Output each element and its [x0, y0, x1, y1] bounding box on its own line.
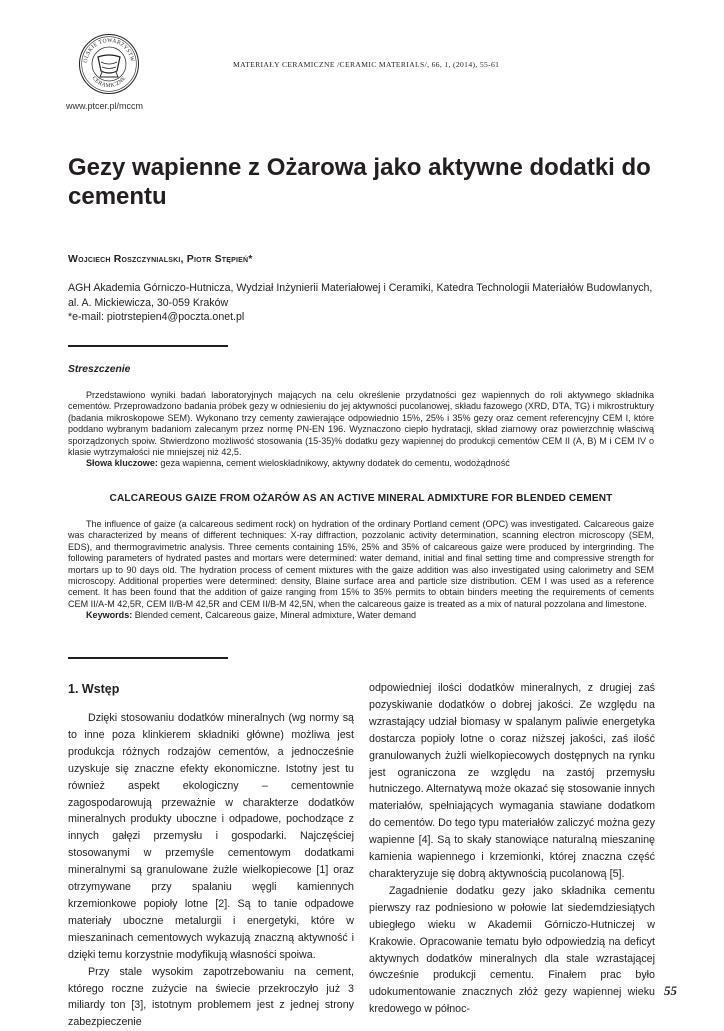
section-heading: 1. Wstęp — [68, 682, 120, 696]
society-seal-icon — [78, 33, 140, 95]
paragraph: Dzięki stosowaniu dodatków mineralnych (wg normy są to inne poza klinkierem składniki główne) możliwa jest produkcja różnych rodzajów cementów, a jednocześnie uzyskuje się znaczne efekty ekonomiczne. Istotny jest tu również aspekt ekologiczny – cementownie zagospodarowują przeważnie w charakterze dodatków mineralnych produkty uboczne i odpadowe, pochodzące z innych gałęzi przemysłu i gospodarki. Najczęściej stosowanymi w przemyśle cementowym dodatkami mineralnymi są granulowane żużle wielkopiecowe [1] oraz otrzymywane przy spalaniu węgli kamiennych krzemionkowe popioły lotne [2]. Są to tanie odpadowe materiały uboczne metalurgii i energetyki, które w mieszaninach cementowych wykazują znaczną aktywność i dzięki temu korzystnie modyfikują własności spoiwa. — [68, 712, 354, 961]
journal-header: MATERIAŁY CERAMICZNE /CERAMIC MATERIALS/, 66, 1, (2014), 55-61 — [233, 60, 500, 69]
section-divider — [68, 345, 228, 347]
keywords-en — [68, 610, 654, 621]
author-affiliation — [68, 281, 653, 325]
abstract-en-title: CALCAREOUS GAIZE FROM OŻARÓW AS AN ACTIVE MINERAL ADMIXTURE FOR BLENDED CEMENT — [109, 493, 613, 504]
abstract-pl — [68, 390, 654, 470]
body-column-right — [369, 680, 655, 1018]
article-authors: Wojciech Roszczynialski, Piotr Stępień* — [68, 253, 253, 265]
section-divider — [68, 657, 228, 659]
seal-text-bottom: CERAMICZNE — [90, 75, 128, 90]
journal-url[interactable]: www.ptcer.pl/mccm — [66, 101, 144, 111]
keywords-pl-label: Słowa kluczowe: — [86, 458, 158, 469]
author-email[interactable]: *e-mail: piotrstepien4@poczta.onet.pl — [68, 311, 245, 324]
keywords-en-label: Keywords: — [86, 610, 133, 621]
body-column-left — [68, 710, 354, 1031]
abstract-pl-heading: Streszczenie — [68, 364, 131, 375]
abstract-pl-text: Przedstawiono wyniki badań laboratoryjnych mających na celu określenie przydatności gez wapiennych do roli aktywnego składnika cementów. Przeprowadzono badania próbek gezy w odniesieniu do jej aktywności pucolanowej, składu fazowego (XRD, DTA, TG) i mikrostruktury (badania mikroskopowe SEM). Wykonano trzy cementy zawierające odpowiednio 15%, 25% i 35% gezy oraz cement referencyjny CEM I, które poddano wybranym badaniom zalecanym przez normę PN-EN 196. Wyznaczono ciepło hydratacji, skład ziarnowy oraz powierzchnię właściwą sporządzonych spoiw. Stwierdzono możliwość stosowania (15-35)% dodatku gezy wapiennej do produkcji cementów CEM II (A, B) M i CEM IV o klasie wytrzymałości nie mniejszej niż 42,5. — [68, 390, 654, 458]
paragraph: odpowiedniej ilości dodatków mineralnych, z drugiej zaś pozyskiwanie dodatków o dobrej jakości. Ze względu na wzrastający udział biomasy w spalanym paliwie energetyka dostarcza popioły lotne o coraz niższej jakości, zaś ilość granulowanych żużli wielkopiecowych dostępnych na rynku jest ograniczona ze względu na zastój przemysłu hutniczego. Alternatywą może okazać się stosowanie innych materiałów, spełniających wymagania stawiane dodatkom do cementów. Do tego typu materiałów zaliczyć można gezy wapienne [4]. Są to skały stanowiące naturalną mieszaninę kamienia wapiennego i krzemionki, której znaczna część charakteryzuje się dobrą aktywnością pucolanową [5]. — [369, 682, 655, 880]
paragraph: Zagadnienie dodatku gezy jako składnika cementu pierwszy raz podniesiono w połowie lat siedemdziesiątych ubiegłego wieku w Akademii Górniczo-Hutniczej w Krakowie. Opracowanie tematu było odpowiedzią na deficyt aktywnych dodatków mineralnych dla stale wzrastającej ówcześnie produkcji cementu. Finałem prac było udokumentowanie znacznych złóż gezy wapiennej wieku kredowego w północ- — [369, 884, 655, 1016]
abstract-en-text: The influence of gaize (a calcareous sediment rock) on hydration of the ordinary Portland cement (OPC) was investigated. Calcareous gaize was characterized by means of different techniques: X-ray diffraction, pozzolanic activity determination, scanning electron microscopy (SEM, EDS), and thermogravimetric analysis. Three cements containing 15%, 25% and 35% of calcareous gaize were produced by intergrinding. The following parameters of hydrated pastes and mortars were determined: water demand, initial and final setting time and compressive strength for mortars up to 90 days old. The hydration process of cement mixtures with the gaize addition was also investigated using calorimetry and SEM microscopy. Additional properties were determined: density, Blaine surface area and particle size distribution. CEM I was used as a reference cement. It has been found that the addition of gaize ranging from 15% to 35% permits to obtain binders meeting the requirements of cements CEM II/A-M 42,5R, CEM II/B-M 42,5R and CEM II/B-M 42,5N, when the calcareous gaize is treated as a mix of natural pozzolana and limestone. — [68, 519, 654, 609]
keywords-pl — [68, 458, 654, 469]
paragraph: Przy stale wysokim zapotrzebowaniu na cement, którego roczne zużycie na świecie przekroczyło już 3 miliardy ton [3], istotnym problemem jest z jednej strony zabezpieczenie — [68, 965, 354, 1029]
article-title: Gezy wapienne z Ożarowa jako aktywne dodatki do cementu — [68, 154, 651, 210]
affiliation-text: AGH Akademia Górniczo-Hutnicza, Wydział Inżynierii Materiałowej i Ceramiki, Katedra Technologii Materiałów Budowlanych, al. A. Mickiewicza, 30-059 Kraków — [68, 282, 653, 309]
keywords-pl-values: geza wapienna, cement wieloskładnikowy, aktywny dodatek do cementu, wodożądność — [160, 458, 510, 469]
keywords-en-values: Blended cement, Calcareous gaize, Mineral admixture, Water demand — [134, 610, 417, 621]
seal-text-top: OLSKIE TOWARZYSTW — [82, 37, 135, 64]
abstract-en — [68, 519, 654, 622]
page-number: 55 — [664, 983, 677, 998]
